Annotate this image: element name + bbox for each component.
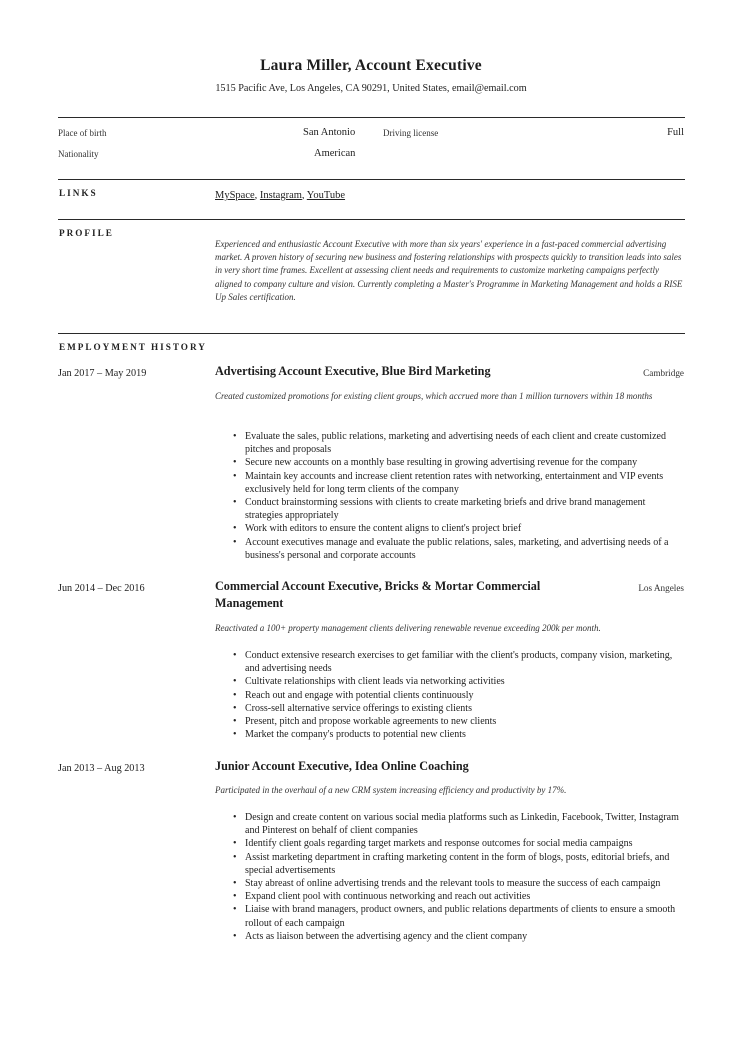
job-bullets: [233, 811, 685, 943]
list-item: • Reach out and engage with potential clients continuously: [233, 689, 685, 702]
nationality-value: American: [314, 148, 356, 159]
job-summary: Reactivated a 100+ property management clients delivering renewable revenue exceeding 200k per month.: [215, 623, 601, 633]
list-item: • Stay abreast of online advertising trends and the relevant tools to measure the success of each campaign: [233, 877, 685, 890]
place-of-birth-label: Place of birth: [58, 128, 107, 138]
nationality-label: Nationality: [58, 149, 99, 159]
job-summary: Participated in the overhaul of a new CRM system increasing efficiency and productivity by 17%.: [215, 785, 567, 795]
link-youtube[interactable]: YouTube: [306, 190, 346, 201]
driving-license-label: Driving license: [383, 128, 439, 138]
divider: [58, 117, 685, 118]
list-item: • Liaise with brand managers, product owners, and public relations departments of clients to ensure a smooth rollout of each campaign: [233, 903, 685, 929]
list-item: • Evaluate the sales, public relations, marketing and advertising needs of each client and create customized pitches and proposals: [233, 430, 685, 456]
profile-heading: PROFILE: [59, 228, 114, 238]
place-of-birth-value: San Antonio: [303, 127, 356, 138]
job-city: Cambridge: [643, 368, 684, 378]
divider: [58, 179, 685, 180]
list-item: • Secure new accounts on a monthly base resulting in growing advertising revenue for the company: [233, 456, 685, 469]
job-city: Los Angeles: [638, 583, 684, 593]
link-myspace[interactable]: MySpace: [215, 190, 255, 201]
list-item: • Assist marketing department in crafting marketing content in the form of blogs, posts, editorial briefs, and special advertisements: [233, 851, 685, 877]
profile-text: Experienced and enthusiastic Account Executive with more than six years' experience in a fast-paced commercial advertising market. A proven history of securing new business and fostering relationships with prospects quickly to transition leads into sales in very short time frames. Excellent at assessing client needs and requirements to customize marketing campaigns perfectly aligned to company culture and vision. Currently completing a Master's Programme in Marketing Management and holds a RISE Up Sales certification.: [215, 239, 683, 302]
link-instagram[interactable]: Instagram: [259, 190, 302, 201]
employment-heading: EMPLOYMENT HISTORY: [59, 342, 207, 352]
list-item: • Expand client pool with continuous networking and reach out activities: [233, 890, 685, 903]
links-heading: LINKS: [59, 188, 98, 198]
job-title: Commercial Account Executive, Bricks & Mortar Commercial Management: [215, 579, 541, 610]
list-item: • Maintain key accounts and increase client retention rates with networking, entertainment and VIP events exclusively held for long term clients of the company: [233, 470, 685, 496]
list-item: • Cultivate relationships with client leads via networking activities: [233, 675, 685, 688]
list-item: • Conduct brainstorming sessions with clients to create marketing briefs and drive brand management strategies appropriately: [233, 496, 685, 522]
divider: [58, 219, 685, 220]
job-title: Junior Account Executive, Idea Online Coaching: [215, 759, 469, 773]
list-item: • Account executives manage and evaluate the public relations, sales, marketing, and advertising needs of a business's personal and corporate accounts: [233, 536, 685, 562]
job-dates: Jan 2017 – May 2019: [58, 368, 147, 379]
job-bullets: [233, 649, 685, 741]
list-item: • Design and create content on various social media platforms such as Linkedin, Facebook, Twitter, Instagram and Pinterest on behalf of client companies: [233, 811, 685, 837]
list-item: • Present, pitch and propose workable agreements to new clients: [233, 715, 685, 728]
driving-license-value: Full: [667, 127, 684, 138]
list-item: • Conduct extensive research exercises to get familiar with the client's products, company vision, marketing, and advertising needs: [233, 649, 685, 675]
resume-name-title: Laura Miller, Account Executive: [260, 57, 482, 74]
divider: [58, 333, 685, 334]
job-dates: Jun 2014 – Dec 2016: [58, 583, 145, 594]
job-dates: Jan 2013 – Aug 2013: [58, 763, 145, 774]
job-summary: Created customized promotions for existing client groups, which accrued more than 1 million turnovers within 18 months: [215, 391, 653, 401]
list-item: • Market the company's products to potential new clients: [233, 728, 685, 741]
list-item: • Work with editors to ensure the content aligns to client's project brief: [233, 522, 685, 535]
list-item: • Acts as liaison between the advertising agency and the client company: [233, 930, 685, 943]
job-title: Advertising Account Executive, Blue Bird Marketing: [215, 364, 491, 378]
list-item: • Cross-sell alternative service offerings to existing clients: [233, 702, 685, 715]
job-bullets: [233, 430, 685, 562]
list-item: • Identify client goals regarding target markets and response outcomes for social media campaigns: [233, 837, 685, 850]
contact-line: 1515 Pacific Ave, Los Angeles, CA 90291, United States, email@email.com: [215, 83, 527, 94]
links-list: MySpace, Instagram, YouTube: [215, 190, 346, 201]
